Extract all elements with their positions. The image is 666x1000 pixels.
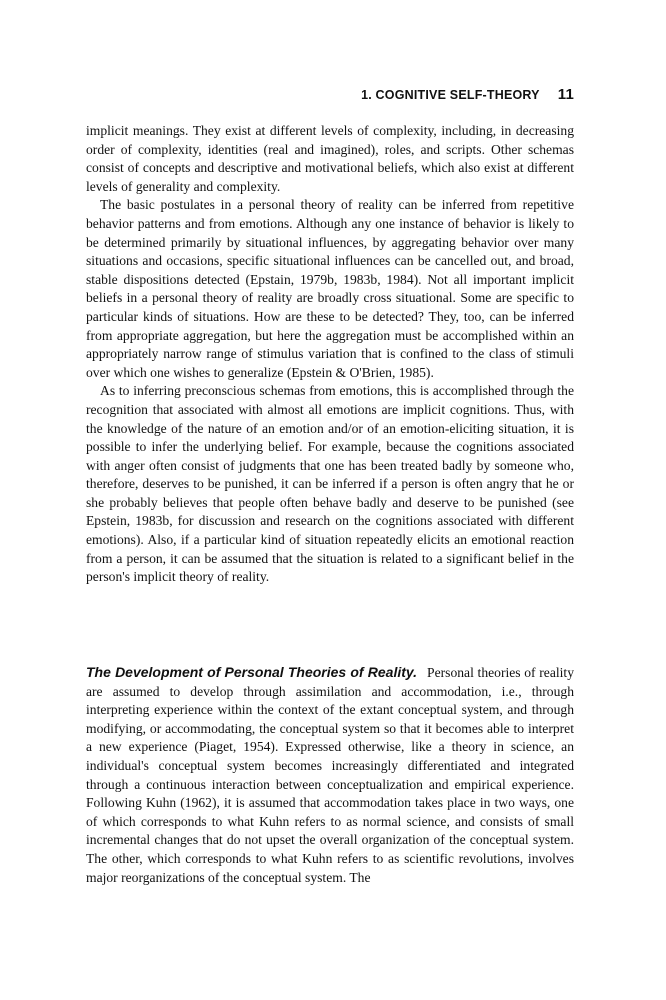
paragraph-continued: implicit meanings. They exist at different levels of complexity, including, in decreasing order of complexity, identities (real and imagined), roles, and scripts. Other schemas consist of concepts and descriptive and motivational beliefs, which also exist at different levels of generality and complexity. — [86, 123, 574, 194]
running-head — [361, 86, 574, 103]
paragraph-emotions: As to inferring preconscious schemas from emotions, this is accomplished through the recognition that associated with almost all emotions are implicit cognitions. Thus, with the knowledge of the nature of an emotion and/or of an emotion-eliciting situation, it is possible to infer the underlying belief. For example, because the cognitions associated with anger often consist of judgments that one has been treated badly by someone who, therefore, deserves to be punished, it can be inferred if a person is often angry that he or she probably believes that people often behave badly and deserve to be punished (see Epstein, 1983b, for discussion and research on the cognitions associated with different emotions). Also, if a particular kind of situation repeatedly elicits an emotional reaction from a person, it can be assumed that the situation is related to a significant belief in the person's implicit theory of reality. — [86, 383, 574, 585]
section-development — [86, 663, 574, 887]
section-paragraph — [86, 663, 574, 887]
section-text: Personal theories of reality are assumed to develop through assimilation and accommodation, i.e., through interpreting experience within the context of the extant conceptual system, and through modifying, or accommodating, the conceptual system so that it becomes able to interpret a new experience (Piaget, 1954). Expressed otherwise, like a theory in science, an individual's conceptual system becomes increasingly differentiated and integrated through a continuous interaction between conceptualization and empirical experience. Following Kuhn (1962), it is assumed that accommodation takes place in two ways, one of which corresponds to what Kuhn refers to as normal science, and consists of small incremental changes that do not upset the overall organization of the conceptual system. The other, which corresponds to what Kuhn refers to as scientific revolutions, involves major reorganizations of the conceptual system. The — [86, 665, 574, 885]
body-text — [86, 122, 574, 587]
page-number: 11 — [557, 86, 574, 103]
paragraph-basic-postulates: The basic postulates in a personal theory of reality can be inferred from repetitive behavior patterns and from emotions. Although any one instance of behavior is likely to be determined primarily by situational influences, by aggregating behavior over many situations and occasions, specific situational influences can be cancelled out, and broad, stable dispositions detected (Epstain, 1979b, 1983b, 1984). Not all important implicit beliefs in a personal theory of reality are broadly cross situational. Some are specific to particular kinds of situations. How are these to be detected? They, too, can be inferred from appropriate aggregation, but here the aggregation must be accomplished within an appropriately narrow range of stimulus variation that is confined to the class of stimuli over which one wishes to generalize (Epstein & O'Brien, 1985). — [86, 197, 574, 380]
section-heading: The Development of Personal Theories of Reality. — [86, 664, 418, 680]
running-title: 1. COGNITIVE SELF-THEORY — [361, 88, 540, 102]
